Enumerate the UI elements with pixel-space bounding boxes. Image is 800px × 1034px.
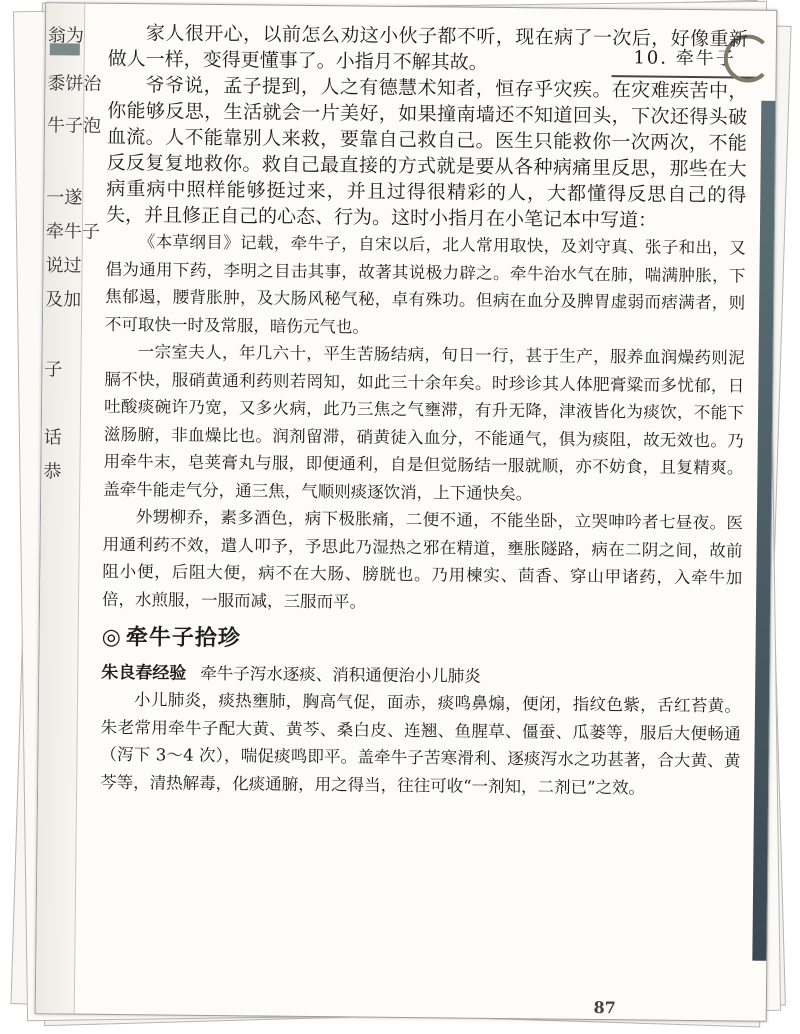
experience-body: 小儿肺炎，痰热壅肺，胸高气促，面赤，痰鸣鼻煽，便闭，指纹色紫，舌红苔黄。朱老常用牵牛子配大黄、黄芩、桑白皮、连翘、鱼腥草、僵蚕、瓜蒌等，服后大便畅通（泻下 3～4 次），喘促痰鸣即平。盖牵牛子苦寒滑利、逐痰泻水之功甚著，合大黄、黄芩等，清热解毒，化痰通腑，用之得当，往往可收“一剂知，二剂已”之效。: [100, 690, 742, 798]
edge-fragment: 子: [44, 359, 63, 381]
narrative-paragraph: 家人很开心，以前怎么劝这小伙子都不听，现在病了一次后，好像重新做人一样，变得更懂事了。小指月不解其故。: [107, 22, 749, 74]
quote-paragraph: 《本草纲目》记载，牵牛子，自宋以后，北人常用取快，及刘守真、张子和出，又倡为通用下药，李明之目击其事，故著其说极力辟之。牵牛治水气在肺，喘满肿胀，下焦郁遏，腰背胀肿，及大肠风秘气秘，卓有殊功。但病在血分及脾胃虚弱而痞满者，则不可取快一时及常服，暗伤元气也。: [104, 232, 746, 337]
edge-fragment: 及加: [45, 289, 82, 311]
edge-fragment: 恭: [43, 461, 62, 483]
edge-fragment: 牛子泡: [46, 115, 102, 137]
previous-page-edge: [36, 3, 102, 1013]
section-heading: [102, 625, 742, 658]
edge-fragment: 说过: [45, 255, 82, 277]
experience-heading: 朱良春经验: [101, 662, 187, 684]
experience-subtitle: 牵牛子泻水逐痰、消积通便治小儿肺炎: [200, 663, 481, 686]
quote-paragraph: 一宗室夫人，年几六十，平生苦肠结病，旬日一行，甚于生产，服养血润燥药则泥膈不快，服硝黄通利药则若罔知，如此三十余年矣。时珍诊其人体肥膏粱而多忧郁，日吐酸痰碗许乃宽，又多火病，此乃三焦之气壅滞，有升无降，津液皆化为痰饮，不能下滋肠腑，非血燥比也。润剂留滞，硝黄徒入血分，不能通气，俱为痰阻，故无效也。乃用牵牛末，皂荚膏丸与服，即便通利，自是但觉肠结一服就顺，亦不妨食，且复精爽。盖牵牛能走气分，通三焦，气顺则痰逐饮消，上下通快矣。: [103, 342, 745, 503]
edge-fragment: 黍饼治: [47, 73, 102, 95]
edge-fragment: 话: [43, 427, 62, 449]
running-header: 10. 牵牛子: [633, 47, 736, 70]
page-body: [100, 20, 748, 803]
section-heading-text: 牵牛子拾珍: [125, 625, 242, 652]
double-circle-icon: ◎: [101, 624, 123, 651]
edge-fragment: 牵牛子: [45, 221, 101, 243]
page-number: 87: [593, 997, 616, 1018]
quote-paragraph: 外甥柳乔，素多酒色，病下极胀痛，二便不通，不能坐卧，立哭呻吟者七昼夜。医用通利药不效，遣人叩予，予思此乃湿热之邪在精道，壅胀隧路，病在二阴之间，故前阻小便，后阻大便，病不在大肠、膀胱也。乃用楝实、茴香、穿山甲诸药，入牵牛加倍，水煎服，一服而减，三服而平。: [101, 507, 744, 612]
book-page: [35, 2, 778, 1022]
edge-fragment: 翁为: [47, 25, 85, 47]
narrative-paragraph: 爷爷说，孟子提到，人之有德慧术知者，恒存乎灾疾。在灾难疾苦中，你能够反思，生活就会一片美好，如果撞南墙还不知道回头，下次还得头破血流。人不能靠别人来救，要靠自己救自己。医生只能救你一次两次，不能反反复复地救你。救自己最直接的方式就是要从各种病痛里反思，那些在大病重病中照样能够挺过来，并且过得很精彩的人，大都懂得反思自己的得失，并且修正自己的心态、行为。这时小指月在小笔记本中写道：: [105, 74, 748, 232]
edge-fragment: 一遂: [46, 187, 83, 209]
